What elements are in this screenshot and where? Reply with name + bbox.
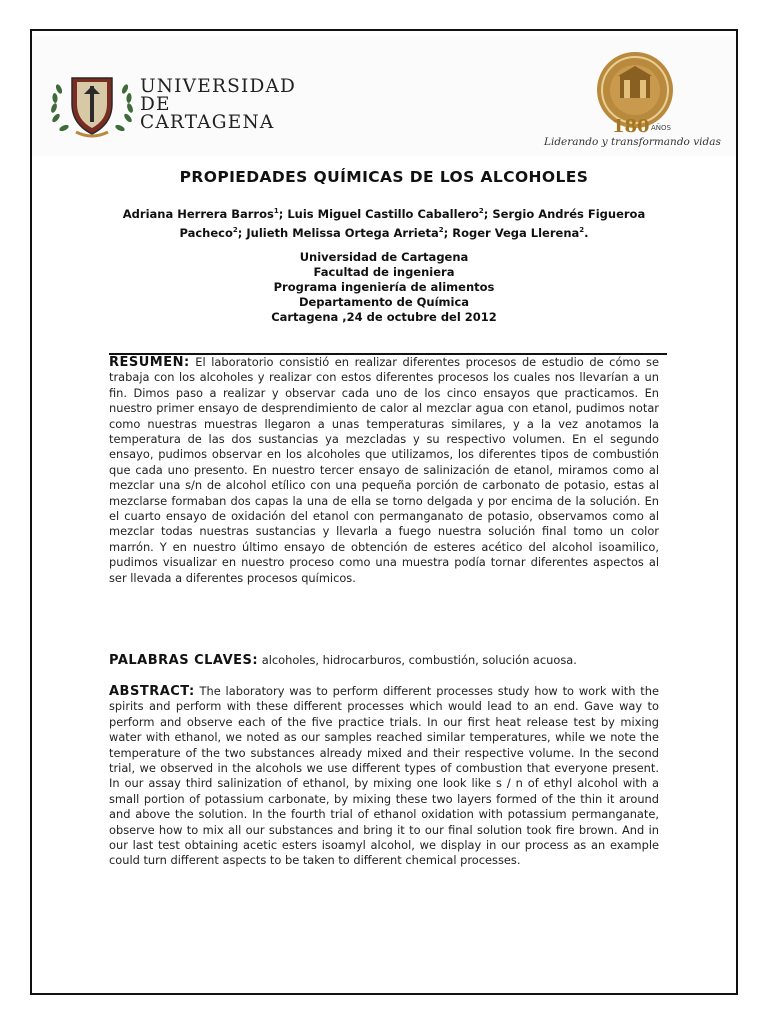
author-name: Adriana Herrera Barros	[122, 206, 274, 221]
keywords-text: alcoholes, hidrocarburos, combustión, solución acuosa.	[258, 653, 577, 667]
anniversary-unit: AÑOS	[651, 124, 671, 132]
university-name	[140, 78, 296, 132]
anniversary-number: 180	[612, 116, 650, 137]
university-name-line-3: CARTAGENA	[140, 112, 275, 133]
abstract-text: The laboratory was to perform different processes study how to work with the spirits and perform with these different processes which would lead to an end. Gave way to perform and observe each of the five practice trials. In our first heat release test by mixing water with ethanol, we noted as our samples reached similar temperatures, while we note the temperature of the two substances already mixed and their respective volume. In the second trial, we observed in the alcohols we use different types of combustion that everyone present. In our assay third salinization of ethanol, by mixing one look like s / n of ethyl alcohol with a small portion of potassium carbonate, by mixing these two layers formed of the thin it around and above the solution. In the fourth trial of ethanol oxidation with potassium permanganate, observe how to mix all our substances and bring it to our final solution took fire brown. And in our last test obtaining acetic esters isoamyl alcohol, we display in our process as an example could turn different aspects to be taken to different chemical processes.	[109, 684, 659, 868]
affiliation-department: Departamento de Química	[298, 295, 470, 309]
author-separator: .	[584, 225, 589, 240]
keywords-heading: PALABRAS CLAVES:	[109, 653, 259, 668]
author-affiliation-mark: 2	[438, 225, 444, 234]
author-affiliation-mark: 2	[478, 207, 484, 215]
abstract-section	[109, 684, 659, 869]
keywords-section	[109, 653, 659, 668]
affiliation-program: Programa ingeniería de alimentos	[273, 280, 495, 294]
author-name: Julieth Melissa Ortega Arrieta	[246, 225, 439, 240]
resumen-text: El laboratorio consistió en realizar diferentes procesos de estudio de cómo se trabaja con los alcoholes y realizar con estos diferentes procesos los cuales nos llevarían a un fin. Dimos paso a realizar y observar cada uno de los cinco ensayos que practicamos. En nuestro primer ensayo de desprendimiento de calor al mezclar agua con etanol, pudimos notar como nuestras muestras llegaron a unas temperaturas similares, y a la vez anotamos la temperatura de las dos sustancias ya mezcladas y su respectivo volumen. En el segundo ensayo, pudimos observar en los alcoholes que utilizamos, los diferentes tipos de combustión que cada uno presento. En nuestro tercer ensayo de salinización de etanol, miramos como al mezclar una s/n de alcohol etílico con una pequeña porción de carbonato de potasio, estas al mezclarse formaban dos capas la una de ella se torno delgada y por encima de la solución. En el cuarto ensayo de oxidación del etanol con permanganato de potasio, observamos como al mezclar todas nuestras sustancias y llevarla a fuego nuestra solución final tomo un color marrón. Y en nuestro último ensayo de obtención de esteres acético del alcohol isoamilico, pudimos visualizar en nuestro proceso como una muestra podía tornar diferentes aspectos al ser llevada a diferentes procesos químicos.	[109, 355, 659, 585]
university-name-line-1: UNIVERSIDAD	[140, 76, 297, 97]
author-name: Sergio Andrés Figueroa Pacheco	[179, 206, 646, 240]
university-name-line-2: DE	[140, 94, 171, 115]
university-crest-logo	[46, 68, 138, 140]
author-affiliation-mark: 1	[273, 207, 279, 215]
author-separator: ;	[483, 206, 493, 221]
affiliation-date: Cartagena ,24 de octubre del 2012	[271, 310, 497, 324]
affiliation-university: Universidad de Cartagena	[299, 250, 469, 264]
author-separator: ;	[278, 206, 288, 221]
author-affiliation-mark: 2	[232, 225, 238, 234]
author-list	[100, 203, 668, 241]
abstract-heading: ABSTRACT:	[109, 684, 195, 699]
author-name: Roger Vega Llerena	[452, 225, 580, 240]
university-slogan: Liderando y transformando vidas	[544, 136, 721, 148]
author-separator: ;	[237, 225, 247, 240]
affiliation-block	[100, 250, 668, 325]
author-separator: ;	[443, 225, 453, 240]
resumen-section	[109, 355, 659, 586]
resumen-heading: RESUMEN:	[109, 355, 190, 370]
author-affiliation-mark: 2	[579, 225, 585, 234]
paper-title: PROPIEDADES QUÍMICAS DE LOS ALCOHOLES	[179, 168, 589, 186]
author-name: Luis Miguel Castillo Caballero	[287, 206, 479, 221]
affiliation-faculty: Facultad de ingeniera	[313, 265, 455, 279]
